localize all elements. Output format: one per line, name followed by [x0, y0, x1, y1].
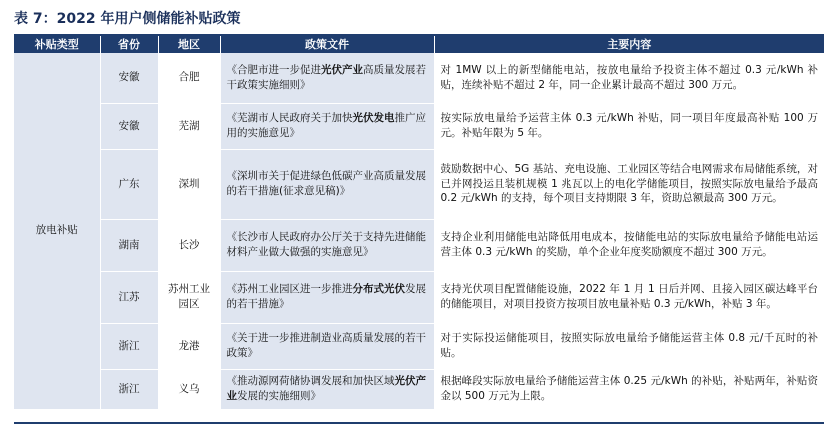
header-region: 地区: [158, 36, 220, 53]
region-cell: 深圳: [158, 149, 220, 219]
doc-highlight: 光伏产业: [321, 63, 363, 76]
doc-text: 《关于进一步推进制造业高质量发展的若干政策》: [226, 332, 426, 359]
header-subsidy-type: 补贴类型: [14, 36, 100, 53]
province-cell: 江苏: [100, 271, 158, 323]
region-cell: 长沙: [158, 219, 220, 271]
table-row: [14, 149, 824, 219]
table-row: [14, 103, 824, 149]
doc-text: 发展的若干措施》: [226, 283, 426, 310]
region-cell: 合肥: [158, 53, 220, 103]
region-cell: 苏州工业园区: [158, 271, 220, 323]
policy-document-cell: [220, 103, 434, 149]
region-cell: 芜湖: [158, 103, 220, 149]
province-cell: 湖南: [100, 219, 158, 271]
table-row: [14, 53, 824, 103]
doc-text: 发展的实施细则》: [237, 390, 321, 402]
table-row: [14, 323, 824, 369]
policy-document-cell: [220, 53, 434, 103]
province-cell: 浙江: [100, 323, 158, 369]
doc-text: 《芜湖市人民政府关于加快: [226, 112, 353, 125]
province-cell: 广东: [100, 149, 158, 219]
doc-text: 《合肥市进一步促进: [226, 63, 321, 76]
table-row: [14, 369, 824, 409]
policy-document-cell: [220, 219, 434, 271]
main-content-cell: 鼓励数据中心、5G 基站、充电设施、工业园区等结合电网需求布局储能系统，对已并网投运且装机规模 1 兆瓦以上的电化学储能项目，按照实际放电量给予最高 0.2 元/kWh 的支持，每个项目支持期限 3 年，资助总额最高 300 万元。: [434, 149, 824, 219]
province-cell: 浙江: [100, 369, 158, 409]
doc-highlight: 分布式光伏: [352, 283, 405, 296]
region-cell: 龙港: [158, 323, 220, 369]
doc-text: 推广应用的实施意见》: [226, 112, 426, 139]
main-content-cell: 按实际放电量给予运营主体 0.3 元/kWh 补贴，同一项目年度最高补贴 100 万元。补贴年限为 5 年。: [434, 103, 824, 149]
table-title: 表 7：2022 年用户侧储能补贴政策: [14, 11, 241, 27]
doc-text: 《深圳市关于促进绿色低碳产业高质量发展的若干措施(征求意见稿)》: [226, 170, 426, 197]
main-content-cell: 对 1MW 以上的新型储能电站，按放电量给予投资主体不超过 0.3 元/kWh 补贴，连续补贴不超过 2 年，同一企业累计最高不超过 300 万元。: [434, 53, 824, 103]
policy-document-cell: [220, 369, 434, 409]
policy-table: [14, 36, 824, 410]
policy-document-cell: [220, 149, 434, 219]
policy-document-cell: [220, 271, 434, 323]
main-content-cell: 根据峰段实际放电量给予储能运营主体 0.25 元/kWh 的补贴，补贴两年，补贴资金以 500 万元为上限。: [434, 369, 824, 409]
doc-text: 《苏州工业园区进一步推进: [226, 283, 353, 296]
province-cell: 安徽: [100, 103, 158, 149]
table-row: [14, 219, 824, 271]
subsidy-type-cell: 放电补贴: [14, 53, 100, 409]
province-cell: 安徽: [100, 53, 158, 103]
policy-document-cell: [220, 323, 434, 369]
doc-highlight: 光伏产业: [226, 375, 426, 402]
doc-highlight: 光伏发电: [352, 112, 395, 125]
region-cell: 义乌: [158, 369, 220, 409]
table-header-row: [14, 36, 824, 53]
doc-text: 《推动源网荷储协调发展和加快区域: [226, 375, 395, 388]
header-policy-document: 政策文件: [220, 36, 434, 53]
doc-text: 《长沙市人民政府办公厅关于支持先进储能材料产业做大做强的实施意见》: [226, 231, 426, 258]
header-province: 省份: [100, 36, 158, 53]
main-content-cell: 支持光伏项目配置储能设施，2022 年 1 月 1 日后并网、且接入园区碳达峰平台的储能项目，对项目投资方按项目放电量补贴 0.3 元/kWh，补贴 3 年。: [434, 271, 824, 323]
table-row: [14, 271, 824, 323]
doc-text: 高质量发展若干政策实施细则》: [226, 63, 426, 91]
main-content-cell: 对于实际投运储能项目，按照实际放电量给予储能运营主体 0.8 元/千瓦时的补贴。: [434, 323, 824, 369]
main-content-cell: 支持企业利用储能电站降低用电成本，按储能电站的实际放电量给予储能电站运营主体 0.3 元/kWh 的奖励，单个企业年度奖励额度不超过 300 万元。: [434, 219, 824, 271]
bottom-rule: [14, 422, 824, 424]
header-main-content: 主要内容: [434, 36, 824, 53]
